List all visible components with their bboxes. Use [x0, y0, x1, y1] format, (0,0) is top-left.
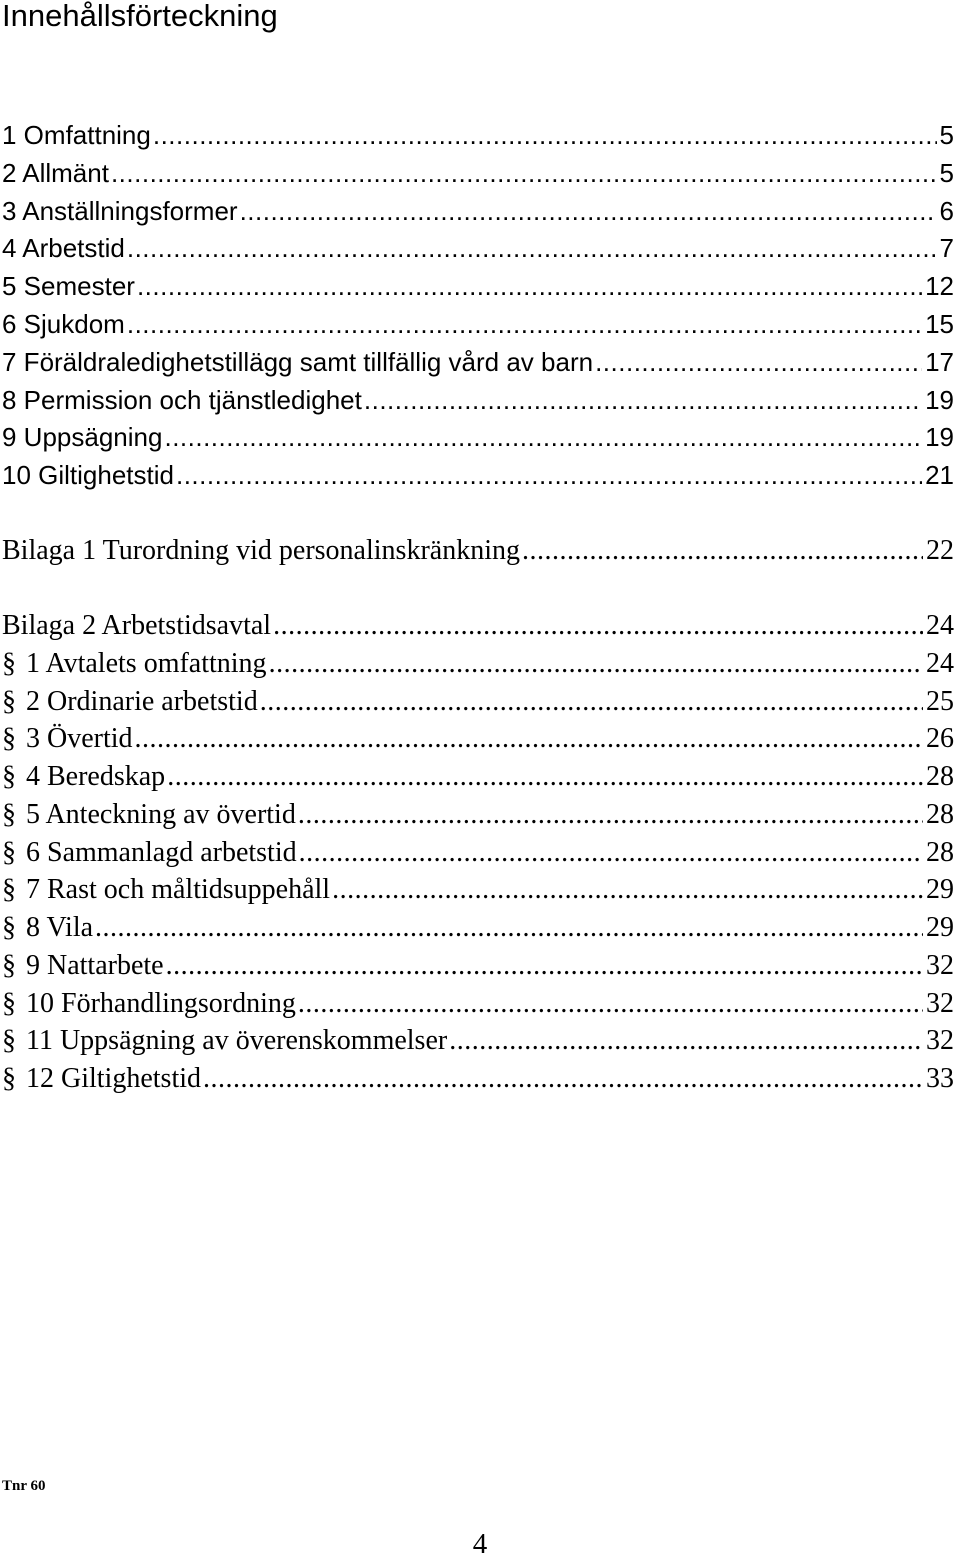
- toc-entry[interactable]: [2, 872, 954, 908]
- toc-entry-title: 5 Semester: [2, 271, 135, 301]
- toc-entry-title: 9 Uppsägning: [2, 422, 163, 452]
- section-sign-icon: §: [2, 686, 16, 717]
- dot-leader: [522, 533, 923, 569]
- dot-leader: [135, 721, 923, 757]
- toc-entry-page: 7: [939, 233, 954, 263]
- toc-entry[interactable]: [2, 457, 954, 493]
- dot-leader: [153, 117, 937, 153]
- dot-leader: [595, 344, 922, 380]
- section-sign-icon: §: [2, 837, 16, 868]
- toc-entry[interactable]: [2, 1023, 954, 1059]
- toc-entry-page: 19: [925, 422, 954, 452]
- toc-entry[interactable]: [2, 155, 954, 191]
- page-number: 4: [472, 1528, 488, 1560]
- toc-entry[interactable]: [2, 797, 954, 833]
- toc-entry[interactable]: [2, 193, 954, 229]
- toc-entry-title: 4 Arbetstid: [2, 233, 125, 263]
- toc-entry-page: 22: [926, 535, 954, 566]
- dot-leader: [449, 1023, 923, 1059]
- footer-label: Tnr 60: [2, 1478, 46, 1494]
- toc-entry-page: 19: [925, 385, 954, 415]
- toc-entry-page: 6: [939, 196, 954, 226]
- toc-entry[interactable]: [2, 910, 954, 946]
- toc-entry-page: 28: [926, 837, 954, 868]
- dot-leader: [364, 382, 922, 418]
- dot-leader: [176, 457, 922, 493]
- toc-entry[interactable]: [2, 986, 954, 1022]
- toc-entry-title: 7 Föräldraledighetstillägg samt tillfällig vård av barn: [2, 347, 594, 377]
- toc-entry-page: 32: [926, 950, 954, 981]
- toc-entry[interactable]: [2, 835, 954, 871]
- dot-leader: [240, 193, 937, 229]
- toc-entry[interactable]: [2, 759, 954, 795]
- toc-entry-page: 15: [925, 309, 954, 339]
- section-sign-icon: §: [2, 799, 16, 830]
- section-sign-icon: §: [2, 950, 16, 981]
- dot-leader: [111, 155, 937, 191]
- toc-entry[interactable]: [2, 230, 954, 266]
- dot-leader: [299, 835, 923, 871]
- toc-entry-title: 5 Anteckning av övertid: [26, 799, 296, 830]
- toc-entry-page: 28: [926, 761, 954, 792]
- section-sign-icon: §: [2, 761, 16, 792]
- toc-entry[interactable]: [2, 344, 954, 380]
- toc-entry-title: 9 Nattarbete: [26, 950, 164, 981]
- toc-entry-title: 1 Avtalets omfattning: [26, 648, 267, 679]
- toc-entry[interactable]: [2, 948, 954, 984]
- toc-entry-page: 32: [926, 1025, 954, 1056]
- toc-entry-page: 29: [926, 912, 954, 943]
- section-sign-icon: §: [2, 1025, 16, 1056]
- toc-entry-page: 33: [926, 1063, 954, 1094]
- toc-entry-title: 7 Rast och måltidsuppehåll: [26, 874, 331, 905]
- toc-entry[interactable]: [2, 721, 954, 757]
- toc-entry-page: 29: [926, 874, 954, 905]
- toc-entry-title: Bilaga 2 Arbetstidsavtal: [2, 610, 272, 641]
- toc-entry-title: 3 Anställningsformer: [2, 196, 238, 226]
- toc-entry-title: 3 Övertid: [26, 723, 133, 754]
- toc-entry-page: 21: [925, 460, 954, 490]
- dot-leader: [269, 646, 923, 682]
- dot-leader: [127, 306, 922, 342]
- toc-entry[interactable]: [2, 646, 954, 682]
- dot-leader: [127, 230, 937, 266]
- section-sign-icon: §: [2, 648, 16, 679]
- section-sign-icon: §: [2, 1063, 16, 1094]
- toc-entry-title: 8 Vila: [26, 912, 94, 943]
- dot-leader: [332, 872, 923, 908]
- dot-leader: [167, 759, 923, 795]
- toc-entry[interactable]: [2, 382, 954, 418]
- section-sign-icon: §: [2, 874, 16, 905]
- toc-entry-page: 5: [939, 158, 954, 188]
- toc-entry[interactable]: [2, 608, 954, 644]
- dot-leader: [298, 797, 923, 833]
- dot-leader: [164, 419, 922, 455]
- toc-entry-page: 24: [926, 648, 954, 679]
- toc-entry-page: 12: [925, 271, 954, 301]
- section-sign-icon: §: [2, 988, 16, 1019]
- toc-entry-title: Bilaga 1 Turordning vid personalinskränkning: [2, 535, 520, 566]
- page-title: Innehållsförteckning: [2, 0, 278, 33]
- dot-leader: [260, 684, 923, 720]
- toc-entry-title: 8 Permission och tjänstledighet: [2, 385, 362, 415]
- toc-entry[interactable]: [2, 533, 954, 569]
- toc-entry[interactable]: [2, 419, 954, 455]
- toc-entry-title: 4 Beredskap: [26, 761, 166, 792]
- toc-entry-page: 26: [926, 723, 954, 754]
- toc-entry-title: 2 Allmänt: [2, 158, 109, 188]
- toc-entry[interactable]: [2, 1061, 954, 1097]
- toc-entry-title: 6 Sjukdom: [2, 309, 125, 339]
- toc-entry-title: 11 Uppsägning av överenskommelser: [26, 1025, 448, 1056]
- dot-leader: [166, 948, 923, 984]
- dot-leader: [273, 608, 923, 644]
- toc-entry-page: 5: [939, 120, 954, 150]
- toc-entry[interactable]: [2, 684, 954, 720]
- toc-entry-page: 24: [926, 610, 954, 641]
- toc-entry-page: 25: [926, 686, 954, 717]
- toc-entry-title: 12 Giltighetstid: [26, 1063, 201, 1094]
- dot-leader: [203, 1061, 923, 1097]
- toc-entry-title: 2 Ordinarie arbetstid: [26, 686, 258, 717]
- section-sign-icon: §: [2, 723, 16, 754]
- toc-entry-title: 10 Förhandlingsordning: [26, 988, 296, 1019]
- toc-entry[interactable]: [2, 117, 954, 153]
- toc-entry-page: 32: [926, 988, 954, 1019]
- toc-entry-title: 10 Giltighetstid: [2, 460, 174, 490]
- toc-entry-page: 28: [926, 799, 954, 830]
- toc-entry-page: 17: [925, 347, 954, 377]
- dot-leader: [137, 268, 922, 304]
- dot-leader: [95, 910, 923, 946]
- toc-entry-title: 1 Omfattning: [2, 120, 151, 150]
- toc-entry[interactable]: [2, 268, 954, 304]
- toc-entry[interactable]: [2, 306, 954, 342]
- dot-leader: [298, 986, 923, 1022]
- section-sign-icon: §: [2, 912, 16, 943]
- toc-entry-title: 6 Sammanlagd arbetstid: [26, 837, 297, 868]
